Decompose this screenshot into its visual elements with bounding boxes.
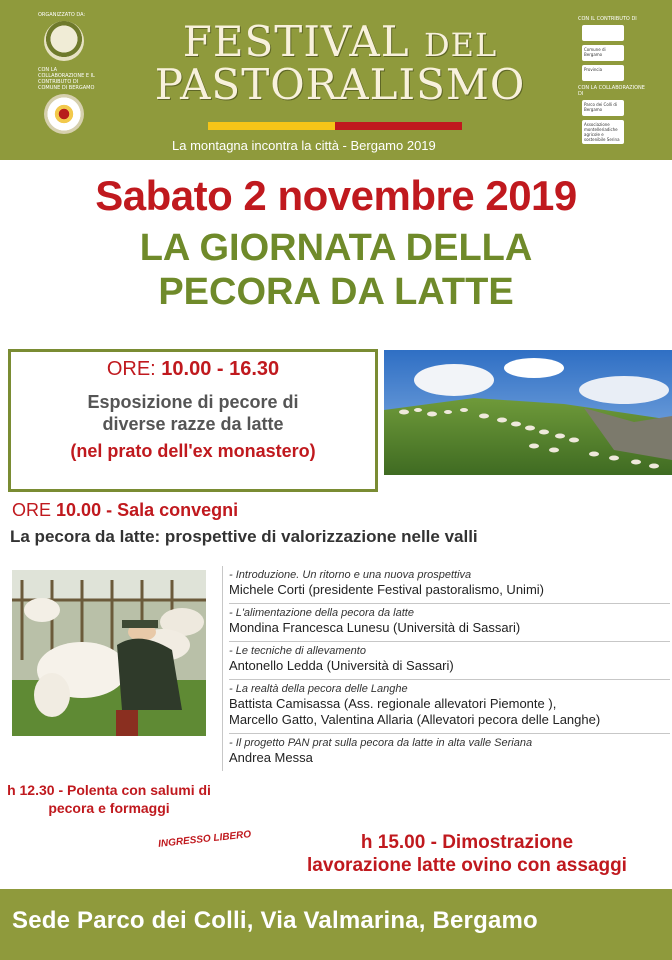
- exhibition-place: (nel prato dell'ex monastero): [70, 441, 316, 461]
- festival-title: [130, 17, 550, 109]
- program-speaker: Antonello Ledda (Università di Sassari): [229, 658, 454, 673]
- demo-line2: lavorazione latte ovino con assaggi: [307, 855, 627, 876]
- polenta-lunch: [0, 781, 218, 817]
- event-date: Sabato 2 novembre 2019: [95, 172, 577, 219]
- sponsor-logo-comune: Comune di Bergamo: [582, 45, 624, 61]
- festival-logo: [44, 21, 84, 61]
- title-word-del: DEL: [423, 26, 498, 64]
- sponsors-column: [578, 16, 648, 148]
- festival-subtitle: La montagna incontra la città - Bergamo 2019: [172, 138, 436, 153]
- collab-label: CON LA COLLABORAZIONE E IL CONTRIBUTO DI COMUNE DI BERGAMO: [38, 67, 95, 91]
- program-item: [229, 680, 670, 734]
- sheep-pasture-photo: [384, 350, 672, 475]
- program-item: [229, 604, 670, 642]
- polenta-line2: pecora e formaggi: [48, 800, 170, 816]
- program-speaker: Michele Corti (presidente Festival pastoralismo, Unimi): [229, 582, 544, 597]
- program-topic: - L'alimentazione della pecora da latte: [229, 607, 414, 619]
- program-topic: - Introduzione. Un ritorno e una nuova prospettiva: [229, 569, 472, 581]
- exhibition-desc-line1: Esposizione di pecore di: [87, 392, 299, 412]
- program-topic: - La realtà della pecora delle Langhe: [229, 683, 408, 695]
- demo-line1: h 15.00 - Dimostrazione: [360, 832, 574, 853]
- session-time-value: 10.00 - Sala convegni: [56, 500, 239, 520]
- footer-banner: [0, 889, 672, 960]
- organizer-column: [38, 12, 98, 140]
- program-item: [229, 642, 670, 680]
- sponsor-logo-parco: Parco dei Colli di Bergamo: [582, 100, 624, 116]
- flag-red: [335, 122, 462, 130]
- polenta-line1: h 12.30 - Polenta con salumi di: [7, 782, 211, 798]
- sponsor-logo-1: [582, 25, 624, 41]
- program-item: [229, 566, 670, 604]
- program-topic: - Le tecniche di allevamento: [229, 645, 366, 657]
- program-speaker-2: Marcello Gatto, Valentina Allaria (Allevatori pecora delle Langhe): [229, 712, 601, 727]
- demo-session: [262, 831, 672, 877]
- exhibition-time-label: ORE:: [106, 358, 156, 380]
- collaborazione-label: CON LA COLLABORAZIONE DI: [578, 85, 645, 97]
- shepherd-milking-photo: [12, 570, 206, 736]
- session-time: [12, 500, 238, 521]
- event-title: [0, 226, 672, 314]
- organizer-label: ORGANIZZATO DA:: [38, 12, 86, 18]
- program-topic: - Il progetto PAN prat sulla pecora da latte in alta valle Seriana: [229, 737, 533, 749]
- sponsor-logo-provincia: Provincia: [582, 65, 624, 81]
- session-title: La pecora da latte: prospettive di valorizzazione nelle valli: [10, 527, 478, 546]
- event-title-line1: LA GIORNATA DELLA: [139, 227, 533, 269]
- free-entry-label: INGRESSO LIBERO: [157, 829, 252, 850]
- exhibition-time: [11, 358, 375, 381]
- program-item: [229, 734, 670, 771]
- title-word-festival: FESTIVAL: [182, 17, 410, 66]
- exhibition-box: [8, 349, 378, 492]
- exhibition-time-value: 10.00 - 16.30: [161, 358, 280, 380]
- flag-stripe: [208, 122, 462, 130]
- exhibition-description: [11, 391, 375, 435]
- bergamo-city-logo: [44, 94, 84, 134]
- talk-program: [222, 566, 670, 771]
- session-time-label: ORE: [12, 500, 52, 520]
- sponsor-logo-associazione: Associazione montelleriadiche agricole e sostenibile Serina: [582, 120, 624, 144]
- program-speaker: Andrea Messa: [229, 750, 313, 765]
- program-speaker: Mondina Francesca Lunesu (Università di Sassari): [229, 620, 521, 635]
- header-banner: [0, 0, 672, 160]
- event-title-line2: PECORA DA LATTE: [158, 271, 514, 313]
- title-word-pastoralismo: PASTORALISMO: [154, 60, 526, 109]
- exhibition-desc-line2: diverse razze da latte: [102, 414, 284, 434]
- program-speaker: Battista Camisassa (Ass. regionale allevatori Piemonte ),: [229, 696, 557, 711]
- contributo-label: CON IL CONTRIBUTO DI: [578, 16, 637, 22]
- venue-address: Sede Parco dei Colli, Via Valmarina, Bergamo: [12, 907, 538, 934]
- flag-yellow: [208, 122, 335, 130]
